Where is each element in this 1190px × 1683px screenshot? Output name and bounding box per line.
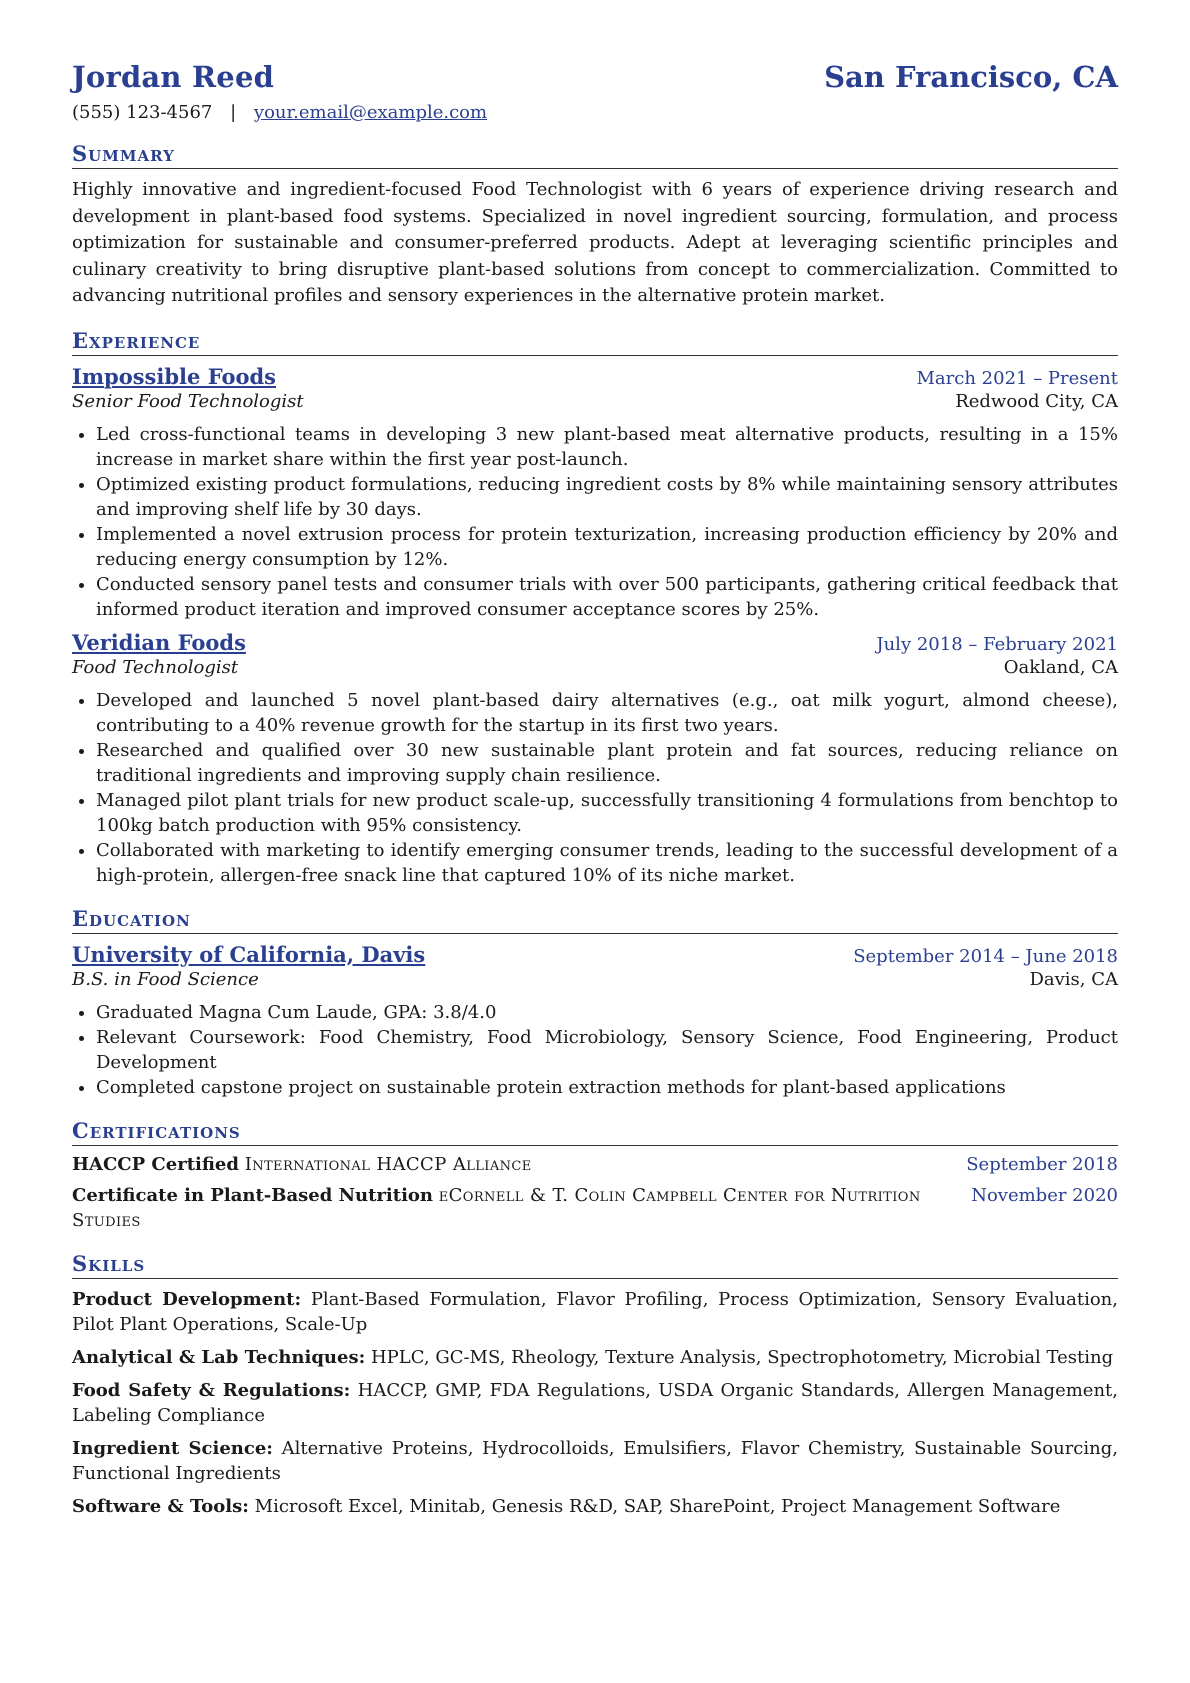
bullet-item: • Implemented a novel extrusion process for protein texturization, increasing production efficiency by 20% and reducing energy consumption by 12%. — [96, 522, 1118, 572]
summary-text: Highly innovative and ingredient-focused Food Technologist with 6 years of experience driving research and development in plant-based food systems. Specialized in novel ingredient sourcing, formulation, and process optimization for sustainable and consumer-preferred products. Adept at leveraging scientific principles and culinary creativity to bring disruptive plant-based solutions from concept to commercialization. Committed to advancing nutritional profiles and sensory experiences in the alternative protein market. — [72, 179, 1118, 306]
job-role: Senior Food Technologist — [72, 390, 304, 412]
bullet-item: • Led cross-functional teams in developing 3 new plant-based meat alternative products, resulting in a 15% increase in market share within the first year post-launch. — [96, 422, 1118, 472]
experience-entry — [72, 364, 1118, 622]
skill-label: Software & Tools: — [72, 1495, 249, 1517]
certification-name: HACCP Certified — [72, 1153, 239, 1175]
skill-label: Product Development: — [72, 1288, 302, 1310]
skill-group — [72, 1378, 1118, 1428]
education-dates: September 2014 – June 2018 — [853, 945, 1118, 967]
certification-date: November 2020 — [971, 1184, 1118, 1206]
certification-issuer: eCornell & T. Colin Campbell Center for Nutrition Studies — [72, 1184, 921, 1231]
skill-group — [72, 1494, 1118, 1519]
skill-list: HPLC, GC-MS, Rheology, Texture Analysis, Spectrophotometry, Microbial Testing — [370, 1346, 1114, 1368]
education-bullets — [72, 1000, 1118, 1100]
skill-label: Food Safety & Regulations: — [72, 1379, 351, 1401]
section-title-skills: Skills — [72, 1251, 1118, 1279]
candidate-name: Jordan Reed — [72, 60, 275, 94]
skill-group — [72, 1345, 1118, 1370]
school-link[interactable]: University of California, Davis — [72, 941, 426, 967]
bullet-item: • Relevant Coursework: Food Chemistry, Food Microbiology, Sensory Science, Food Engineering, Product Development — [96, 1025, 1118, 1075]
job-location: Redwood City, CA — [955, 390, 1118, 412]
skill-group — [72, 1436, 1118, 1486]
experience-entry — [72, 630, 1118, 888]
skill-list: HACCP, GMP, FDA Regulations, USDA Organic Standards, Allergen Management, Labeling Compliance — [72, 1379, 1118, 1426]
candidate-location: San Francisco, CA — [824, 60, 1118, 94]
skill-group — [72, 1287, 1118, 1337]
company-link[interactable]: Impossible Foods — [72, 363, 276, 389]
job-role: Food Technologist — [72, 656, 239, 678]
certification-item — [72, 1183, 1118, 1233]
bullet-item: • Conducted sensory panel tests and consumer trials with over 500 participants, gathering critical feedback that informed product iteration and improved consumer acceptance scores by 25%. — [96, 572, 1118, 622]
contact-separator: | — [230, 102, 237, 123]
certification-date: September 2018 — [966, 1153, 1118, 1175]
bullet-item: • Researched and qualified over 30 new sustainable plant protein and fat sources, reducing reliance on traditional ingredients and improving supply chain resilience. — [96, 738, 1118, 788]
bullet-item: • Managed pilot plant trials for new product scale-up, successfully transitioning 4 formulations from benchtop to 100kg batch production with 95% consistency. — [96, 788, 1118, 838]
company-link[interactable]: Veridian Foods — [72, 629, 246, 655]
certification-name: Certificate in Plant-Based Nutrition — [72, 1184, 433, 1206]
education-entry — [72, 942, 1118, 1100]
skill-list: Microsoft Excel, Minitab, Genesis R&D, SAP, SharePoint, Project Management Software — [254, 1495, 1061, 1517]
job-bullets — [72, 688, 1118, 888]
email-link[interactable]: your.email@example.com — [253, 102, 488, 123]
job-dates: July 2018 – February 2021 — [876, 633, 1118, 655]
bullet-item: • Completed capstone project on sustainable protein extraction methods for plant-based applications — [96, 1075, 1118, 1100]
section-title-education: Education — [72, 906, 1118, 934]
section-title-summary: Summary — [72, 141, 1118, 169]
phone-number: (555) 123-4567 — [72, 102, 213, 123]
skill-label: Ingredient Science: — [72, 1437, 273, 1459]
skill-list: Plant-Based Formulation, Flavor Profiling, Process Optimization, Sensory Evaluation, Pilot Plant Operations, Scale-Up — [72, 1288, 1118, 1335]
certification-item — [72, 1152, 1118, 1177]
job-dates: March 2021 – Present — [916, 367, 1118, 389]
skill-list: Alternative Proteins, Hydrocolloids, Emulsifiers, Flavor Chemistry, Sustainable Sourcing, Functional Ingredients — [72, 1437, 1118, 1484]
school-location: Davis, CA — [1029, 968, 1118, 990]
bullet-item: • Graduated Magna Cum Laude, GPA: 3.8/4.0 — [96, 1000, 1118, 1025]
degree: B.S. in Food Science — [72, 968, 259, 990]
section-title-experience: Experience — [72, 328, 1118, 356]
skill-label: Analytical & Lab Techniques: — [72, 1346, 366, 1368]
certification-issuer: International HACCP Alliance — [244, 1153, 532, 1175]
contact-line — [72, 102, 1118, 123]
job-bullets — [72, 422, 1118, 622]
resume-content — [72, 60, 1118, 1519]
bullet-item: • Collaborated with marketing to identify emerging consumer trends, leading to the successful development of a high-protein, allergen-free snack line that captured 10% of its niche market. — [96, 838, 1118, 888]
section-title-certifications: Certifications — [72, 1118, 1118, 1146]
bullet-item: • Developed and launched 5 novel plant-based dairy alternatives (e.g., oat milk yogurt, almond cheese), contributing to a 40% revenue growth for the startup in its first two years. — [96, 688, 1118, 738]
job-location: Oakland, CA — [1003, 656, 1118, 678]
resume-header — [72, 60, 1118, 94]
bullet-item: • Optimized existing product formulations, reducing ingredient costs by 8% while maintaining sensory attributes and improving shelf life by 30 days. — [96, 472, 1118, 522]
